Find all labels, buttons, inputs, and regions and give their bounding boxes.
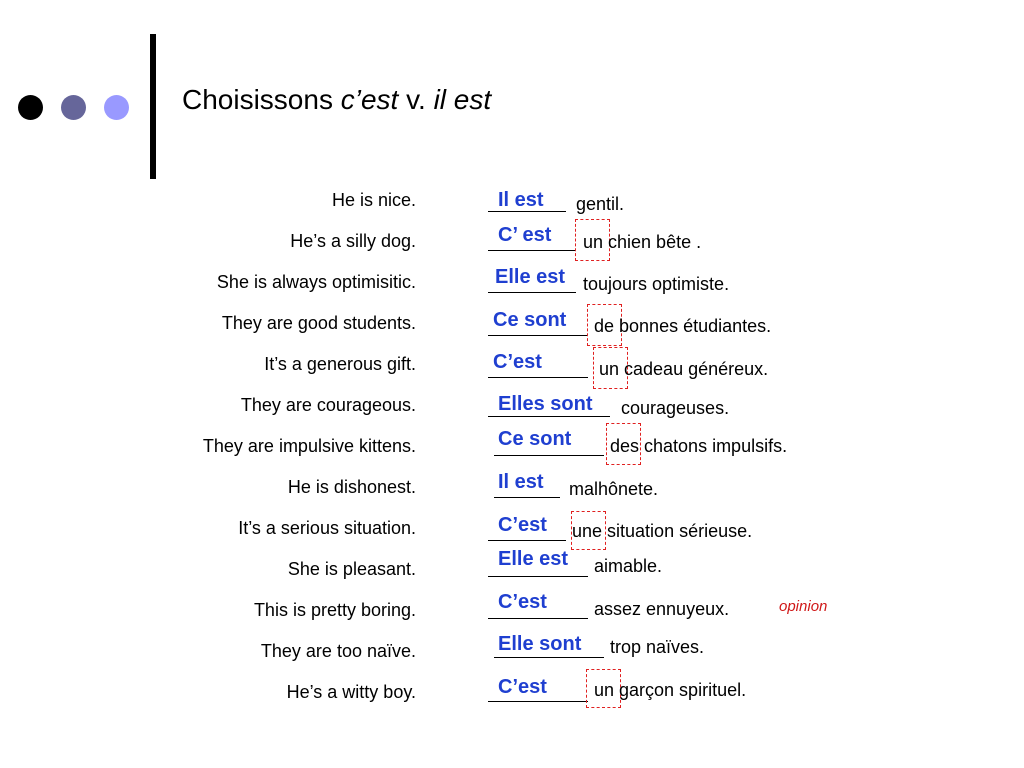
bullet-dot-black: [18, 95, 43, 120]
english-sentence: They are courageous.: [240, 395, 416, 415]
answer-blank: [488, 292, 576, 293]
french-sentence: malhônete.: [569, 479, 659, 499]
answer-text: C’ est: [498, 224, 552, 246]
english-sentence: She is pleasant.: [287, 559, 416, 579]
french-sentence: gentil.: [576, 194, 625, 214]
answer-text: Ce sont: [493, 309, 567, 331]
answer-blank: [494, 497, 560, 498]
answer-text: C’est: [498, 591, 547, 613]
answer-blank: [488, 416, 610, 417]
french-sentence: assez ennuyeux.: [594, 599, 730, 619]
slide-title: [182, 84, 491, 116]
english-sentence: They are good students.: [221, 313, 416, 333]
french-sentence: un garçon spirituel.: [594, 680, 747, 700]
bullet-dot-slate: [61, 95, 86, 120]
answer-blank: [488, 701, 588, 702]
answer-text: C’est: [498, 676, 547, 698]
french-sentence: toujours optimiste.: [583, 274, 730, 294]
answer-blank: [488, 618, 588, 619]
french-sentence: des chatons impulsifs.: [610, 436, 788, 456]
answer-blank: [488, 576, 588, 577]
english-sentence: She is always optimisitic.: [216, 272, 416, 292]
english-sentence: He is nice.: [331, 190, 416, 210]
title-divider-bar: [150, 34, 156, 179]
answer-blank: [488, 540, 566, 541]
title-ilest: il est: [433, 84, 492, 115]
english-sentence: It’s a generous gift.: [264, 354, 416, 374]
answer-text: Il est: [498, 189, 544, 211]
title-prefix: Choisissons: [182, 84, 341, 115]
title-cest: c’est: [340, 84, 399, 115]
title-mid: v.: [398, 84, 434, 115]
answer-blank: [488, 250, 576, 251]
answer-text: C’est: [493, 351, 542, 373]
answer-text: Ce sont: [498, 428, 572, 450]
english-sentence: It’s a serious situation.: [238, 518, 416, 538]
french-sentence: un cadeau généreux.: [599, 359, 769, 379]
answer-text: C’est: [498, 514, 547, 536]
answer-blank: [494, 657, 604, 658]
bullet-dot-lavender: [104, 95, 129, 120]
answer-text: Il est: [498, 471, 544, 493]
answer-blank: [488, 335, 588, 336]
french-sentence: une situation sérieuse.: [572, 521, 753, 541]
french-sentence: aimable.: [594, 556, 663, 576]
english-sentence: He’s a witty boy.: [286, 682, 416, 702]
french-sentence: trop naïves.: [610, 637, 705, 657]
answer-text: Elle sont: [498, 633, 582, 655]
answer-blank: [488, 377, 588, 378]
english-sentence: They are impulsive kittens.: [202, 436, 416, 456]
english-sentence: He’s a silly dog.: [290, 231, 416, 251]
opinion-note: opinion: [779, 598, 828, 615]
answer-text: Elle est: [498, 548, 569, 570]
english-sentence: He is dishonest.: [287, 477, 416, 497]
english-sentence: This is pretty boring.: [253, 600, 416, 620]
answer-blank: [494, 455, 604, 456]
english-sentence: They are too naïve.: [260, 641, 416, 661]
answer-text: Elle est: [495, 266, 566, 288]
french-sentence: de bonnes étudiantes.: [594, 316, 772, 336]
french-sentence: un chien bête .: [583, 232, 702, 252]
answer-text: Elles sont: [498, 393, 593, 415]
french-sentence: courageuses.: [621, 398, 730, 418]
